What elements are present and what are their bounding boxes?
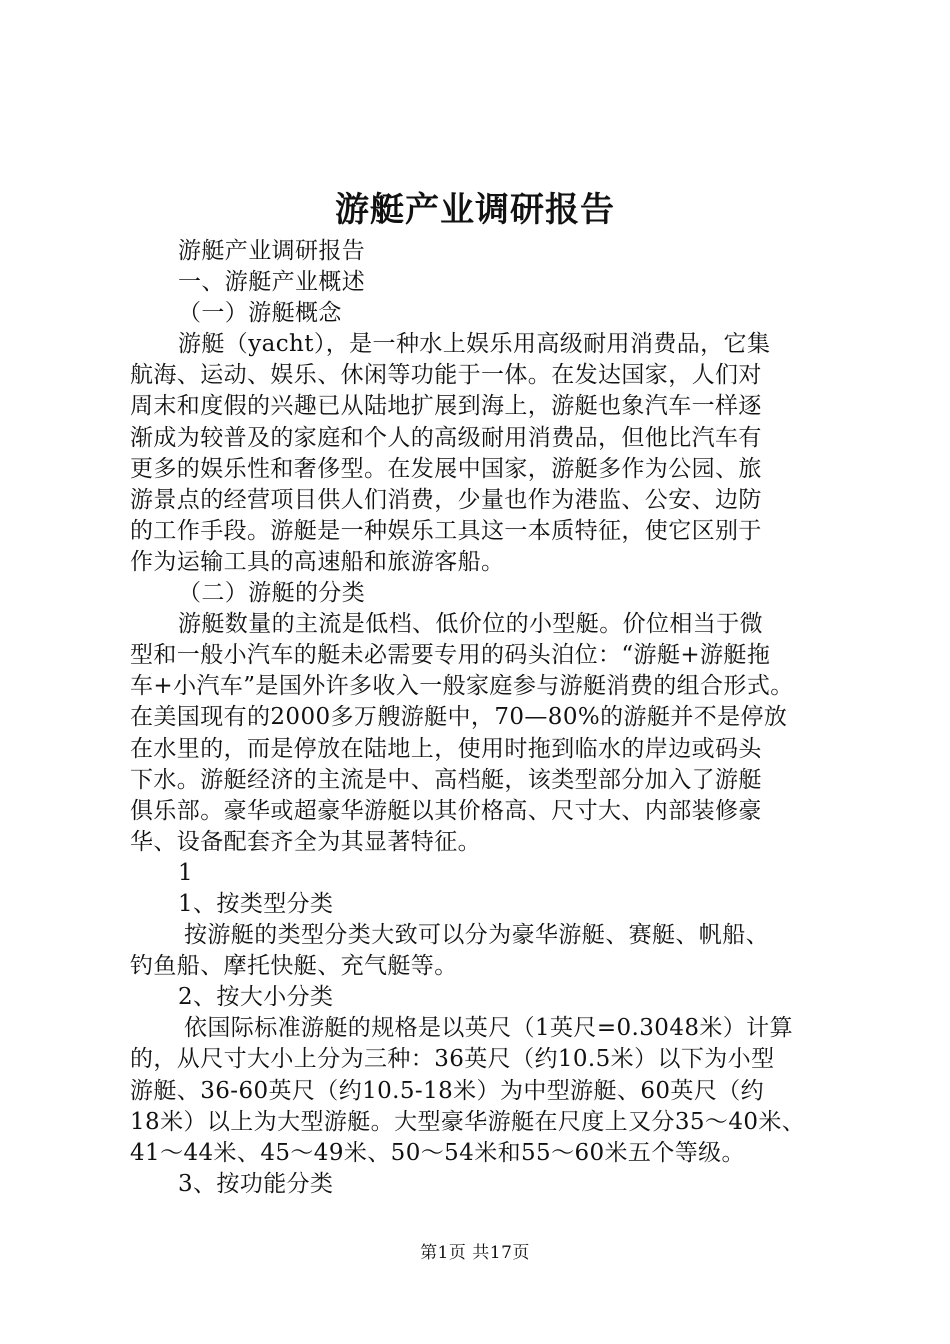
document-body <box>130 236 852 1200</box>
body-line: 的工作手段。游艇是一种娱乐工具这一本质特征，使它区别于 <box>130 517 762 544</box>
body-line: （一）游艇概念 <box>178 300 342 327</box>
body-line: 41～44米、45～49米、50～54米和55～60米五个等级。 <box>130 1139 745 1166</box>
body-line: 游景点的经营项目供人们消费，少量也作为港监、公安、边防 <box>130 486 762 513</box>
body-line: 1 <box>178 859 194 886</box>
body-line: 型和一般小汽车的艇未必需要专用的码头泊位：“游艇+游艇拖 <box>130 642 771 669</box>
body-line: 华、设备配套齐全为其显著特征。 <box>130 828 481 855</box>
body-line: （二）游艇的分类 <box>178 580 366 607</box>
body-line: 周末和度假的兴趣已从陆地扩展到海上，游艇也象汽车一样逐 <box>130 393 762 420</box>
body-line: 游艇、36-60英尺（约10.5-18米）为中型游艇、60英尺（约 <box>130 1077 765 1104</box>
page-title: 游艇产业调研报告 <box>335 190 615 230</box>
body-line: 的，从尺寸大小上分为三种：36英尺（约10.5米）以下为小型 <box>130 1046 775 1073</box>
body-line: 渐成为较普及的家庭和个人的高级耐用消费品，但他比汽车有 <box>130 424 762 451</box>
body-line: 在美国现有的2000多万艘游艇中，70—80%的游艇并不是停放 <box>130 704 788 731</box>
body-line: 游艇（yacht），是一种水上娱乐用高级耐用消费品，它集 <box>178 331 771 358</box>
body-line: 更多的娱乐性和奢侈型。在发展中国家，游艇多作为公园、旅 <box>130 455 762 482</box>
body-line: 一、游艇产业概述 <box>178 269 366 296</box>
body-line: 2、按大小分类 <box>178 984 334 1011</box>
body-line: 按游艇的类型分类大致可以分为豪华游艇、赛艇、帆船、 <box>184 922 769 949</box>
body-line: 依国际标准游艇的规格是以英尺（1英尺=0.3048米）计算 <box>184 1015 793 1042</box>
body-line: 3、按功能分类 <box>178 1170 334 1197</box>
body-line: 作为运输工具的高速船和旅游客船。 <box>130 548 505 575</box>
body-line: 航海、运动、娱乐、休闲等功能于一体。在发达国家，人们对 <box>130 362 762 389</box>
body-line: 游艇数量的主流是低档、低价位的小型艇。价位相当于微 <box>178 611 763 638</box>
body-line: 游艇产业调研报告 <box>178 238 366 264</box>
body-line: 车+小汽车”是国外许多收入一般家庭参与游艇消费的组合形式。 <box>130 673 794 700</box>
body-line: 在水里的，而是停放在陆地上，使用时拖到临水的岸边或码头 <box>130 735 762 762</box>
body-line: 钓鱼船、摩托快艇、充气艇等。 <box>130 953 458 980</box>
body-line: 俱乐部。豪华或超豪华游艇以其价格高、尺寸大、内部装修豪 <box>130 797 762 824</box>
body-line: 1、按类型分类 <box>178 890 334 917</box>
page-footer: 第1页 共17页 <box>420 1243 530 1263</box>
body-line: 18米）以上为大型游艇。大型豪华游艇在尺度上又分35～40米、 <box>130 1108 806 1135</box>
body-line: 下水。游艇经济的主流是中、高档艇，该类型部分加入了游艇 <box>130 766 762 793</box>
